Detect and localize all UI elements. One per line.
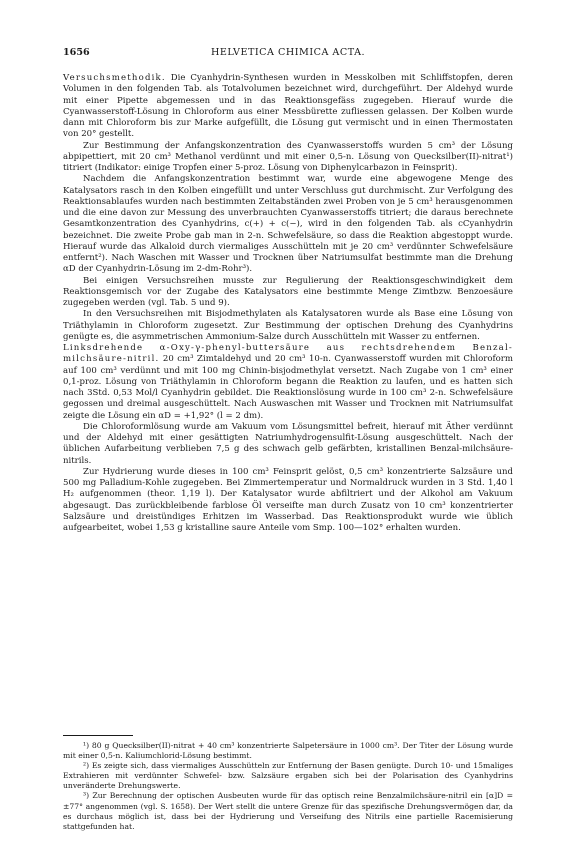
- paragraph-chloroform-workup: [63, 422, 513, 467]
- paragraph-initial-concentration: [63, 141, 513, 175]
- footnote-divider: [63, 735, 133, 736]
- page-number: 1656: [63, 47, 90, 58]
- running-header: [63, 47, 513, 61]
- footnotes: [63, 741, 513, 832]
- footnote-1: ¹) 80 g Quecksilber(II)-nitrat + 40 cm³ konzentrierte Salpetersäure in 1000 cm³. Der Titer der Lösung wurde mit einer 0,5-n. Kaliumchlorid-Lösung bestimmt.: [63, 741, 513, 761]
- paragraph-text: In den Versuchsreihen mit Bisjodmethylaten als Katalysatoren wurde als Base eine Lösung von Triäthylamin in Chloroform zugesetzt. Zur Bestimmung der optischen Drehung des Cyanhydrins genügte es, die asymmetrischen Ammonium-Salze durch Ausschütteln mit Wasser zu entfernen.: [63, 309, 513, 342]
- section-lead-methodology: Versuchsmethodik.: [63, 73, 166, 83]
- paragraph-bisjodmethylate: [63, 309, 513, 343]
- paragraph-text: Bei einigen Versuchsreihen musste zur Regulierung der Reaktionsgeschwindigkeit dem Reaktionsgemisch vor der Zugabe des Katalysators eine bestimmte Menge Zimtbzw. Benzoesäure zugegeben werden (vgl. Tab. 5 und 9).: [63, 275, 513, 308]
- paragraph-methodology: [63, 73, 513, 141]
- paragraph-text: Die Cyanhydrin-Synthesen wurden in Messkolben mit Schliffstopfen, deren Volumen in den folgenden Tab. als Totalvolumen bezeichnet wird, durchgeführt. Der Aldehyd wurde mit einer Pipette abgemessen und in das Reaktionsgefäss zugegeben. Hierauf wurde die Cyanwasserstoff-Lösung in Chloroform aus einer Messbürette zufliessen gelassen. Der Kolben wurde dann mit Chloroform bis zur Marke aufgefüllt, die Lösung gut vermischt und in einen Thermostaten von 20° gestellt.: [63, 73, 513, 140]
- paragraph-text: Zur Bestimmung der Anfangskonzentration des Cyanwasserstoffs wurden 5 cm³ der Lösung abpipettiert, mit 20 cm³ Methanol verdünnt und mit einer 0,5-n. Lösung von Quecksilber(II)-nitrat¹) titriert (Indikator: einige Tropfen einer 5-proz. Lösung von Diphenylcarbazon in Feinsprit).: [63, 140, 513, 173]
- paragraph-rate-regulation: [63, 276, 513, 310]
- paragraph-text: Zur Hydrierung wurde dieses in 100 cm³ Feinsprit gelöst, 0,5 cm³ konzentrierte Salzsäure und 500 mg Palladium-Kohle zugegeben. Bei Zimmertemperatur und Normaldruck wurden in 3 Std. 1,40 l H₂ aufgenommen (theor. 1,19 l). Der Katalysator wurde abfiltriert und der Alkohol am Vakuum abgesaugt. Das zurückbleibende farblose Öl verseifte man durch Zusatz von 10 cm³ konzentrierter Salzsäure und dreistündiges Erhitzen im Wasserbad. Das Reaktionsprodukt wurde wie üblich aufgearbeitet, wobei 1,53 g kristalline saure Anteile vom Smp. 100—102° erhalten wurden.: [63, 466, 513, 533]
- paragraph-text: 20 cm³ Zimtaldehyd und 20 cm³ 10-n. Cyanwasserstoff wurden mit Chloroform auf 100 cm³ verdünnt und mit 100 mg Chinin-bisjodmethylat versetzt. Nach Zugabe von 1 cm³ einer 0,1-proz. Lösung von Triäthylamin in Chloroform begann die Reaktion zu laufen, und es hatten sich nach 3Std. 0,53 Mol/l Cyanhydrin gebildet. Die Reaktionslösung wurde in 100 cm³ 2-n. Schwefelsäure gegossen und dreimal ausgeschüttelt. Nach Auswaschen mit Wasser und Trocknen mit Natriumsulfat zeigte die Lösung ein αD = +1,92° (l = 2 dm).: [63, 354, 513, 421]
- paragraph-text: Nachdem die Anfangskonzentration bestimmt war, wurde eine abgewogene Menge des Katalysators rasch in den Kolben eingefüllt und unter Verschluss gut durchmischt. Zur Verfolgung des Reaktionsablaufes wurden nach bestimmten Zeitabständen zwei Proben von je 5 cm³ herausgenommen und die eine davon zur Messung des unverbrauchten Cyanwasserstoffs titriert; die daraus berechnete Gesamtkonzentration des Cyanhydrins, c(+) + c(−), wird in den folgenden Tab. als cCyanhydrin bezeichnet. Die zweite Probe gab man in 2-n. Schwefelsäure, so dass die Reaktion abgestoppt wurde. Hierauf wurde das Alkaloid durch viermaliges Ausschütteln mit je 20 cm³ verdünnter Schwefelsäure entfernt²). Nach Waschen mit Wasser und Trocknen über Natriumsulfat bestimmte man die Drehung αD der Cyanhydrin-Lösung im 2-dm-Rohr³).: [63, 174, 513, 275]
- paragraph-levorotatory-acid: [63, 343, 513, 422]
- footnote-2: ²) Es zeigte sich, dass viermaliges Ausschütteln zur Entfernung der Basen genügte. Durch 10- und 15maliges Extrahieren mit verdünnter Schwefel- bzw. Salzsäure ergaben sich bei der Polarisation des Cyanhydrins unveränderte Drehungswerte.: [63, 761, 513, 791]
- paragraph-hydrogenation: [63, 467, 513, 535]
- footnote-3: ³) Zur Berechnung der optischen Ausbeuten wurde für das optisch reine Benzalmilchsäure-nitril ein [α]D = ±77° angenommen (vgl. S. 1658). Der Wert stellt die untere Grenze für das spezifische Drehungsvermögen dar, da es durchaus möglich ist, dass bei der Hydrierung und Verseifung des Nitrils eine partielle Racemisierung stattgefunden hat.: [63, 791, 513, 831]
- paragraph-text: Die Chloroformlösung wurde am Vakuum vom Lösungsmittel befreit, hierauf mit Äther verdünnt und der Aldehyd mit einer gesättigten Natriumhydrogensulfit-Lösung ausgeschüttelt. Nach der üblichen Aufarbeitung verblieben 7,5 g des schwach gelb gefärbten, kristallinen Benzal-milchsäure-nitrils.: [63, 421, 513, 466]
- section-lead-levorotatory: Linksdrehende α-Oxy-γ-phenyl-buttersäure aus rechtsdrehendem Benzal-milchsäure-nitril.: [63, 343, 513, 365]
- journal-title: HELVETICA CHIMICA ACTA.: [210, 47, 366, 58]
- paragraph-reaction-monitoring: [63, 174, 513, 275]
- body-text: [63, 73, 513, 534]
